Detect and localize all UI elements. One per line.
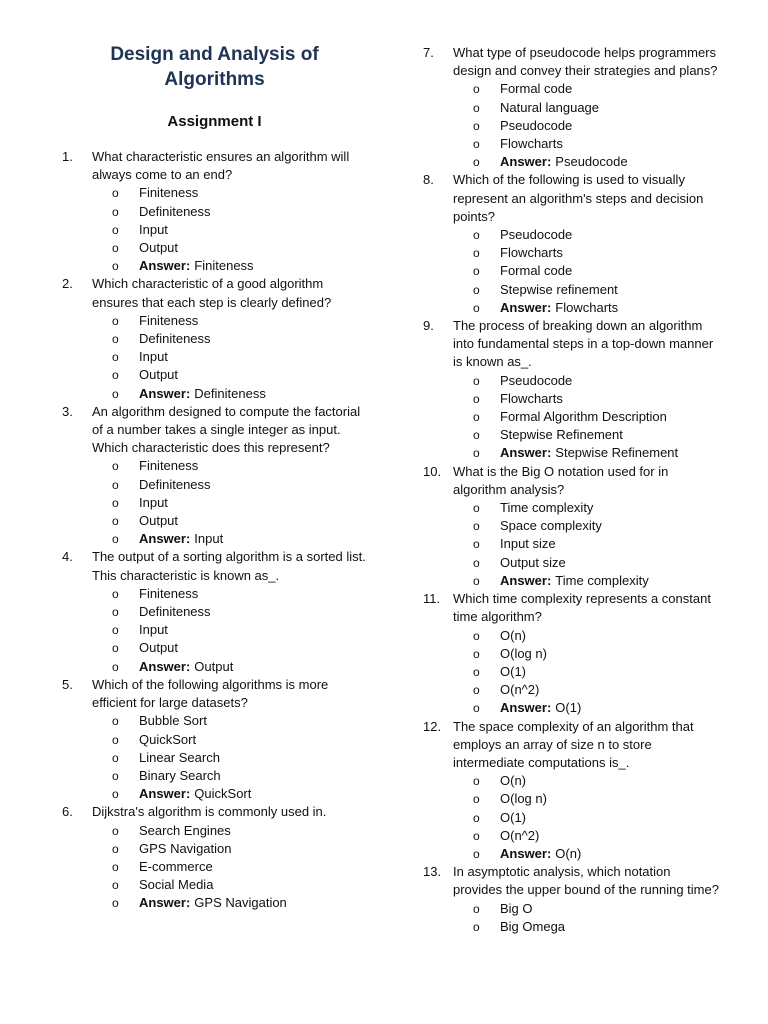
- answer-label: Answer:: [139, 786, 191, 802]
- bullet-icon: o: [112, 714, 119, 729]
- option-item: [473, 790, 723, 808]
- bullet-icon: o: [112, 750, 119, 765]
- answer-item: [112, 530, 367, 548]
- question-text: What characteristic ensures an algorithm will always come to an end?: [92, 149, 350, 183]
- question-number: 3.: [62, 403, 73, 419]
- option-item: [473, 408, 723, 426]
- bullet-icon: o: [473, 828, 480, 843]
- option-text: Social Media: [139, 877, 214, 893]
- question-item: [423, 171, 723, 317]
- question-row: [423, 718, 723, 773]
- bullet-icon: o: [112, 259, 119, 274]
- option-text: O(log n): [500, 645, 547, 661]
- question-row: [62, 803, 367, 821]
- question-item: [423, 463, 723, 590]
- option-item: [473, 517, 723, 535]
- option-item: [473, 681, 723, 699]
- option-item: [112, 731, 367, 749]
- answer-label: Answer:: [500, 572, 552, 588]
- title-line-1: Design and Analysis of: [110, 44, 319, 65]
- bullet-icon: o: [473, 683, 480, 698]
- option-text: Output: [139, 367, 179, 383]
- option-item: [473, 554, 723, 572]
- bullet-icon: o: [112, 368, 119, 383]
- question-row: [423, 317, 723, 372]
- bullet-icon: o: [112, 204, 119, 219]
- question-number: 11.: [423, 591, 441, 607]
- option-item: [473, 281, 723, 299]
- option-item: [473, 900, 723, 918]
- bullet-icon: o: [112, 878, 119, 893]
- answer-item: [473, 845, 723, 863]
- bullet-icon: o: [112, 532, 119, 547]
- bullet-icon: o: [112, 787, 119, 802]
- answer-label: Answer:: [500, 445, 552, 461]
- option-text: Definiteness: [139, 331, 211, 347]
- bullet-icon: o: [473, 373, 480, 388]
- option-text: Flowcharts: [500, 245, 563, 261]
- option-item: [473, 426, 723, 444]
- option-text: Formal code: [500, 81, 573, 97]
- option-list: [423, 226, 723, 317]
- question-item: [62, 275, 367, 402]
- question-item: [62, 403, 367, 549]
- option-list: [423, 627, 723, 718]
- option-item: [112, 330, 367, 348]
- option-text: Definiteness: [139, 604, 211, 620]
- option-item: [112, 639, 367, 657]
- question-text: The output of a sorting algorithm is a sorted list. This characteristic is known as_.: [92, 549, 366, 583]
- question-text: The process of breaking down an algorithm into fundamental steps in a top-down manner is known as_.: [453, 318, 714, 370]
- question-item: [423, 863, 723, 936]
- option-text: Stepwise refinement: [500, 281, 618, 297]
- option-text: Formal code: [500, 263, 573, 279]
- option-text: Finiteness: [139, 585, 199, 601]
- question-number: 8.: [423, 172, 434, 188]
- option-item: [112, 184, 367, 202]
- answer-label: Answer:: [500, 154, 552, 170]
- answer-label: Answer:: [500, 299, 552, 315]
- option-item: [112, 767, 367, 785]
- bullet-icon: o: [473, 118, 480, 133]
- bullet-icon: o: [473, 646, 480, 661]
- option-item: [112, 221, 367, 239]
- option-text: Output: [139, 240, 179, 256]
- bullet-icon: o: [473, 519, 480, 534]
- answer-value: Pseudocode: [555, 154, 628, 170]
- option-text: Flowcharts: [500, 390, 563, 406]
- option-text: O(1): [500, 809, 526, 825]
- bullet-icon: o: [112, 459, 119, 474]
- option-item: [112, 494, 367, 512]
- option-item: [473, 663, 723, 681]
- answer-label: Answer:: [500, 700, 552, 716]
- question-number: 12.: [423, 718, 442, 734]
- bullet-icon: o: [473, 628, 480, 643]
- question-list-right: [423, 44, 723, 936]
- answer-item: [112, 257, 367, 275]
- answer-item: [473, 153, 723, 171]
- option-item: [473, 772, 723, 790]
- title-line-2: Algorithms: [164, 69, 265, 90]
- option-item: [112, 239, 367, 257]
- answer-item: [473, 444, 723, 462]
- question-row: [423, 171, 723, 226]
- bullet-icon: o: [473, 901, 480, 916]
- option-item: [473, 535, 723, 553]
- bullet-icon: o: [473, 228, 480, 243]
- question-row: [423, 590, 723, 626]
- question-item: [62, 676, 367, 803]
- option-text: QuickSort: [139, 731, 197, 747]
- bullet-icon: o: [112, 586, 119, 601]
- option-item: [112, 348, 367, 366]
- option-item: [473, 372, 723, 390]
- question-number: 2.: [62, 276, 73, 292]
- option-item: [112, 603, 367, 621]
- answer-label: Answer:: [139, 895, 191, 911]
- bullet-icon: o: [473, 246, 480, 261]
- option-item: [473, 80, 723, 98]
- question-item: [423, 590, 723, 717]
- bullet-icon: o: [473, 573, 480, 588]
- bullet-icon: o: [473, 100, 480, 115]
- bullet-icon: o: [473, 701, 480, 716]
- answer-value: Flowcharts: [555, 299, 619, 315]
- question-item: [423, 44, 723, 171]
- bullet-icon: o: [473, 410, 480, 425]
- bullet-icon: o: [473, 428, 480, 443]
- option-text: O(log n): [500, 791, 547, 807]
- bullet-icon: o: [473, 664, 480, 679]
- question-item: [423, 317, 723, 463]
- bullet-icon: o: [112, 241, 119, 256]
- question-text: The space complexity of an algorithm that employs an array of size n to store intermediate computations is_.: [453, 718, 694, 770]
- answer-label: Answer:: [139, 658, 191, 674]
- option-text: O(n): [500, 773, 526, 789]
- bullet-icon: o: [112, 222, 119, 237]
- assignment-subtitle: Assignment I: [167, 113, 262, 130]
- option-list: [423, 80, 723, 171]
- question-number: 13.: [423, 864, 442, 880]
- question-item: [62, 803, 367, 912]
- bullet-icon: o: [112, 732, 119, 747]
- bullet-icon: o: [473, 155, 480, 170]
- question-row: [423, 863, 723, 899]
- option-text: Formal Algorithm Description: [500, 409, 667, 425]
- answer-value: QuickSort: [194, 786, 252, 802]
- question-number: 9.: [423, 318, 434, 334]
- option-text: O(n^2): [500, 682, 540, 698]
- answer-item: [112, 894, 367, 912]
- option-text: Binary Search: [139, 767, 221, 783]
- bullet-icon: o: [473, 300, 480, 315]
- option-item: [473, 117, 723, 135]
- option-text: Input size: [500, 536, 556, 552]
- answer-item: [112, 785, 367, 803]
- bullet-icon: o: [473, 919, 480, 934]
- answer-value: O(n): [555, 845, 582, 861]
- option-item: [473, 99, 723, 117]
- bullet-icon: o: [112, 495, 119, 510]
- question-text: Which of the following algorithms is more efficient for large datasets?: [92, 676, 329, 711]
- question-row: [62, 548, 367, 584]
- option-item: [112, 203, 367, 221]
- option-text: Input: [139, 622, 168, 638]
- bullet-icon: o: [473, 537, 480, 552]
- option-item: [112, 822, 367, 840]
- bullet-icon: o: [112, 859, 119, 874]
- answer-value: Output: [194, 658, 234, 674]
- option-item: [473, 499, 723, 517]
- bullet-icon: o: [112, 823, 119, 838]
- bullet-icon: o: [112, 896, 119, 911]
- option-item: [112, 512, 367, 530]
- bullet-icon: o: [112, 186, 119, 201]
- answer-label: Answer:: [139, 531, 191, 547]
- option-text: Definiteness: [139, 476, 211, 492]
- answer-value: Definiteness: [194, 385, 266, 401]
- option-list: [62, 585, 367, 676]
- option-item: [473, 627, 723, 645]
- bullet-icon: o: [112, 659, 119, 674]
- option-text: Finiteness: [139, 185, 199, 201]
- option-text: Pseudocode: [500, 227, 573, 243]
- bullet-icon: o: [473, 391, 480, 406]
- question-text: What type of pseudocode helps programmers design and convey their strategies and plans?: [453, 45, 718, 79]
- option-text: Input: [139, 494, 168, 510]
- option-item: [112, 366, 367, 384]
- answer-value: Stepwise Refinement: [555, 445, 679, 461]
- bullet-icon: o: [112, 332, 119, 347]
- option-text: Linear Search: [139, 749, 220, 765]
- option-text: Stepwise Refinement: [500, 427, 623, 443]
- option-item: [473, 226, 723, 244]
- option-text: Natural language: [500, 99, 600, 115]
- bullet-icon: o: [473, 282, 480, 297]
- question-text: In asymptotic analysis, which notation provides the upper bound of the running time?: [453, 864, 719, 898]
- option-list: [62, 184, 367, 275]
- question-number: 10.: [423, 463, 442, 479]
- question-text: Which time complexity represents a constant time algorithm?: [453, 591, 711, 625]
- document-title: [57, 42, 372, 92]
- option-text: Finiteness: [139, 312, 199, 328]
- question-item: [423, 718, 723, 864]
- option-item: [112, 621, 367, 639]
- bullet-icon: o: [473, 82, 480, 97]
- option-text: Input: [139, 349, 168, 365]
- option-text: Big O: [500, 900, 533, 916]
- option-item: [112, 476, 367, 494]
- option-text: Output: [139, 513, 179, 529]
- option-text: Input: [139, 221, 168, 237]
- answer-item: [112, 385, 367, 403]
- bullet-icon: o: [112, 386, 119, 401]
- option-item: [473, 827, 723, 845]
- question-number: 7.: [423, 45, 434, 60]
- question-number: 1.: [62, 149, 73, 164]
- option-item: [112, 876, 367, 894]
- question-number: 4.: [62, 549, 73, 565]
- answer-item: [473, 699, 723, 717]
- question-list-left: [62, 148, 367, 913]
- option-list: [62, 312, 367, 403]
- answer-value: GPS Navigation: [194, 895, 287, 911]
- bullet-icon: o: [473, 774, 480, 789]
- question-number: 5.: [62, 676, 73, 692]
- question-text: Which characteristic of a good algorithm ensures that each step is clearly defined?: [92, 276, 332, 310]
- bullet-icon: o: [473, 555, 480, 570]
- bullet-icon: o: [473, 264, 480, 279]
- option-text: Output: [139, 640, 179, 656]
- option-item: [473, 390, 723, 408]
- option-item: [112, 840, 367, 858]
- answer-value: Time complexity: [555, 572, 649, 588]
- option-item: [112, 858, 367, 876]
- bullet-icon: o: [473, 446, 480, 461]
- option-list: [62, 457, 367, 548]
- answer-label: Answer:: [139, 385, 191, 401]
- question-text: Dijkstra's algorithm is commonly used in.: [92, 804, 327, 820]
- bullet-icon: o: [112, 477, 119, 492]
- bullet-icon: o: [112, 313, 119, 328]
- option-text: Space complexity: [500, 518, 602, 534]
- option-text: O(n^2): [500, 827, 540, 843]
- option-item: [473, 918, 723, 936]
- question-row: [62, 148, 367, 184]
- option-text: Output size: [500, 554, 566, 570]
- bullet-icon: o: [112, 514, 119, 529]
- option-list: [62, 712, 367, 803]
- option-text: Finiteness: [139, 458, 199, 474]
- bullet-icon: o: [473, 137, 480, 152]
- option-list: [62, 822, 367, 913]
- option-item: [473, 244, 723, 262]
- option-text: Bubble Sort: [139, 713, 207, 729]
- question-row: [423, 463, 723, 499]
- bullet-icon: o: [473, 792, 480, 807]
- bullet-icon: o: [112, 841, 119, 856]
- bullet-icon: o: [112, 768, 119, 783]
- option-list: [423, 900, 723, 936]
- option-item: [112, 585, 367, 603]
- option-item: [473, 645, 723, 663]
- option-list: [423, 372, 723, 463]
- option-text: Time complexity: [500, 500, 594, 516]
- option-text: O(n): [500, 627, 526, 643]
- bullet-icon: o: [112, 605, 119, 620]
- option-text: E-commerce: [139, 858, 213, 874]
- option-text: Pseudocode: [500, 117, 573, 133]
- question-row: [423, 44, 723, 80]
- bullet-icon: o: [112, 641, 119, 656]
- option-text: GPS Navigation: [139, 840, 232, 856]
- question-item: [62, 548, 367, 675]
- option-item: [112, 312, 367, 330]
- question-text: What is the Big O notation used for in algorithm analysis?: [453, 463, 669, 497]
- option-item: [473, 262, 723, 280]
- option-text: Big Omega: [500, 918, 566, 934]
- option-list: [423, 499, 723, 590]
- option-text: Definiteness: [139, 203, 211, 219]
- answer-item: [473, 299, 723, 317]
- option-text: Search Engines: [139, 822, 231, 838]
- option-item: [112, 712, 367, 730]
- answer-label: Answer:: [139, 258, 191, 274]
- answer-value: Input: [194, 531, 224, 547]
- question-text: An algorithm designed to compute the factorial of a number takes a single integer as input. Which characteristic does this represent?: [92, 403, 361, 456]
- left-column: [62, 42, 367, 913]
- option-text: Flowcharts: [500, 136, 563, 152]
- option-item: [112, 749, 367, 767]
- question-item: [62, 148, 367, 275]
- option-text: O(1): [500, 663, 526, 679]
- bullet-icon: o: [473, 810, 480, 825]
- question-row: [62, 676, 367, 712]
- question-row: [62, 403, 367, 458]
- option-item: [112, 457, 367, 475]
- question-row: [62, 275, 367, 311]
- answer-label: Answer:: [500, 845, 552, 861]
- bullet-icon: o: [473, 501, 480, 516]
- bullet-icon: o: [112, 350, 119, 365]
- option-list: [423, 772, 723, 863]
- question-text: Which of the following is used to visually represent an algorithm's steps and decision points?: [453, 172, 704, 224]
- bullet-icon: o: [473, 846, 480, 861]
- bullet-icon: o: [112, 623, 119, 638]
- option-text: Pseudocode: [500, 372, 573, 388]
- question-number: 6.: [62, 804, 73, 820]
- answer-value: Finiteness: [194, 258, 254, 274]
- answer-item: [473, 572, 723, 590]
- right-column: [423, 44, 723, 936]
- answer-item: [112, 658, 367, 676]
- answer-value: O(1): [555, 700, 582, 716]
- option-item: [473, 135, 723, 153]
- option-item: [473, 809, 723, 827]
